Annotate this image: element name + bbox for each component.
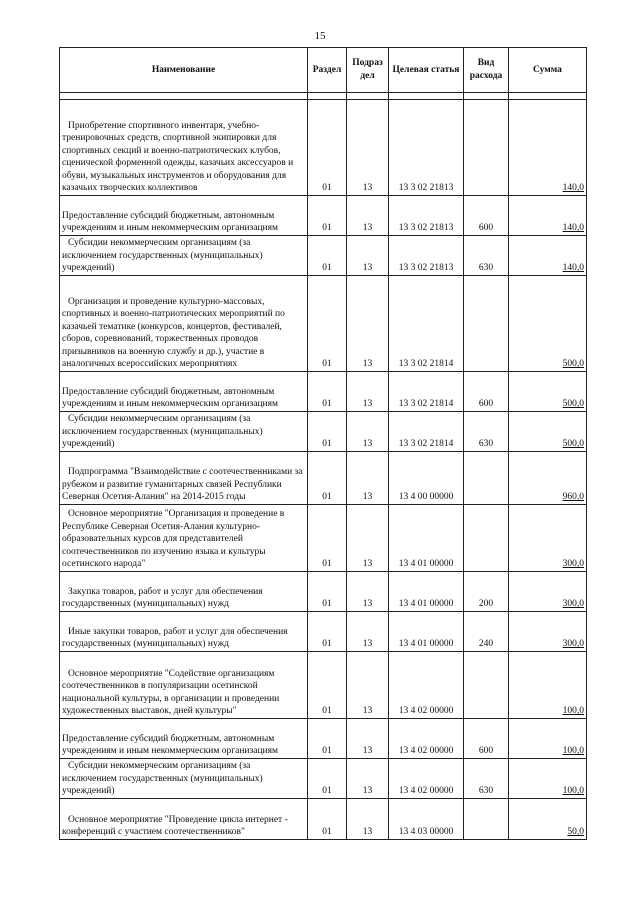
row-target: 13 4 01 00000 [389, 505, 464, 572]
table-row [60, 612, 587, 652]
row-expense-type: 600 [464, 196, 509, 236]
row-expense-type [464, 652, 509, 719]
table-row [60, 799, 587, 840]
row-amount: 500,0 [562, 399, 584, 410]
row-section: 01 [308, 759, 347, 799]
row-name: Субсидии некоммерческим организациям (за исключением государственных (муниципальных) учреждений) [60, 759, 308, 799]
row-name: Субсидии некоммерческим организациям (за исключением государственных (муниципальных) учреждений) [60, 412, 308, 452]
row-section: 01 [308, 719, 347, 759]
table-row [60, 236, 587, 276]
row-expense-type: 630 [464, 412, 509, 452]
row-name: Предоставление субсидий бюджетным, автономным учреждениям и иным некоммерческим организациям [60, 372, 308, 412]
row-subsection: 13 [347, 372, 389, 412]
row-target: 13 3 02 21814 [389, 276, 464, 372]
table-row [60, 719, 587, 759]
row-section: 01 [308, 276, 347, 372]
table-row [60, 505, 587, 572]
row-expense-type [464, 276, 509, 372]
row-name: Субсидии некоммерческим организациям (за исключением государственных (муниципальных) учреждений) [60, 236, 308, 276]
row-subsection: 13 [347, 236, 389, 276]
row-subsection: 13 [347, 100, 389, 196]
row-name: Основное мероприятие "Организация и проведение в Республике Северная Осетия-Алания культурно-образовательных курсов для представителей соотечественников по изучению языка и культуры осетинского народа" [60, 505, 308, 572]
row-subsection: 13 [347, 572, 389, 612]
row-subsection: 13 [347, 505, 389, 572]
row-amount: 140,0 [562, 183, 584, 194]
row-subsection: 13 [347, 452, 389, 505]
row-amount: 500,0 [562, 359, 584, 370]
row-amount: 300,0 [562, 559, 584, 570]
table-row [60, 196, 587, 236]
row-target: 13 3 02 21814 [389, 412, 464, 452]
row-expense-type: 600 [464, 719, 509, 759]
table-row [60, 412, 587, 452]
row-target: 13 4 02 00000 [389, 719, 464, 759]
table-row [60, 372, 587, 412]
header-subsection: Подраз дел [347, 48, 389, 93]
budget-table [59, 47, 587, 840]
row-section: 01 [308, 452, 347, 505]
row-subsection: 13 [347, 196, 389, 236]
row-name: Иные закупки товаров, работ и услуг для обеспечения государственных (муниципальных) нужд [60, 612, 308, 652]
row-section: 01 [308, 799, 347, 840]
row-expense-type [464, 100, 509, 196]
header-section: Раздел [308, 48, 347, 93]
header-name: Наименование [60, 48, 308, 93]
row-subsection: 13 [347, 799, 389, 840]
table-row [60, 276, 587, 372]
header-expense-type: Вид расхода [464, 48, 509, 93]
row-section: 01 [308, 412, 347, 452]
table-row [60, 759, 587, 799]
row-expense-type [464, 505, 509, 572]
row-subsection: 13 [347, 612, 389, 652]
row-section: 01 [308, 100, 347, 196]
row-section: 01 [308, 505, 347, 572]
row-amount: 140,0 [562, 263, 584, 274]
row-subsection: 13 [347, 652, 389, 719]
row-amount: 300,0 [562, 599, 584, 610]
row-target: 13 4 01 00000 [389, 572, 464, 612]
row-amount: 50,0 [567, 827, 584, 838]
row-target: 13 3 02 21814 [389, 372, 464, 412]
row-section: 01 [308, 196, 347, 236]
row-section: 01 [308, 612, 347, 652]
row-target: 13 3 02 21813 [389, 100, 464, 196]
row-name: Основное мероприятие "Содействие организациям соотечественников в популяризации осетинской национальной культуры, в организации и проведении художественных выставок, дней культуры" [60, 652, 308, 719]
row-name: Приобретение спортивного инвентаря, учебно-тренировочных средств, спортивной экипировки для спортивных секций и военно-патриотических клубов, сценической форменной одежды, казачьих аксессуаров и обуви, музыкальных инструментов и оборудования для казачьих творческих коллективов [60, 100, 308, 196]
table-spacer-row [60, 93, 587, 100]
row-target: 13 4 03 00000 [389, 799, 464, 840]
row-section: 01 [308, 236, 347, 276]
row-expense-type: 630 [464, 759, 509, 799]
row-expense-type [464, 799, 509, 840]
table-row [60, 100, 587, 196]
row-name: Организация и проведение культурно-массовых, спортивных и военно-патриотических мероприятий по казачьей тематике (конкурсов, концертов, фестивалей, сборов, соревнований, торжественных проводов призывников на военную службу и др.), участие в аналогичных всероссийских мероприятиях [60, 276, 308, 372]
table-row [60, 652, 587, 719]
row-amount: 100,0 [562, 746, 584, 757]
row-name: Подпрограмма "Взаимодействие с соотечественниками за рубежом и развитие гуманитарных связей Республики Северная Осетия-Алания" на 2014-2015 годы [60, 452, 308, 505]
row-name: Закупка товаров, работ и услуг для обеспечения государственных (муниципальных) нужд [60, 572, 308, 612]
row-amount: 100,0 [562, 706, 584, 717]
row-target: 13 4 02 00000 [389, 759, 464, 799]
page-number: 15 [314, 30, 326, 42]
row-amount: 300,0 [562, 639, 584, 650]
table-header-row [60, 48, 587, 93]
row-amount: 500,0 [562, 439, 584, 450]
row-amount: 140,0 [562, 223, 584, 234]
row-name: Предоставление субсидий бюджетным, автономным учреждениям и иным некоммерческим организациям [60, 196, 308, 236]
row-name: Предоставление субсидий бюджетным, автономным учреждениям и иным некоммерческим организациям [60, 719, 308, 759]
row-amount: 100,0 [562, 786, 584, 797]
row-subsection: 13 [347, 719, 389, 759]
row-expense-type: 240 [464, 612, 509, 652]
row-subsection: 13 [347, 412, 389, 452]
row-subsection: 13 [347, 759, 389, 799]
table-row [60, 572, 587, 612]
row-subsection: 13 [347, 276, 389, 372]
row-target: 13 4 02 00000 [389, 652, 464, 719]
row-expense-type: 200 [464, 572, 509, 612]
row-target: 13 3 02 21813 [389, 196, 464, 236]
row-name: Основное мероприятие "Проведение цикла интернет - конференций с участием соотечественников" [60, 799, 308, 840]
row-target: 13 3 02 21813 [389, 236, 464, 276]
row-section: 01 [308, 652, 347, 719]
row-section: 01 [308, 372, 347, 412]
row-expense-type: 600 [464, 372, 509, 412]
row-amount: 960,0 [562, 492, 584, 503]
header-amount: Сумма [509, 48, 587, 93]
row-target: 13 4 00 00000 [389, 452, 464, 505]
row-target: 13 4 01 00000 [389, 612, 464, 652]
table-row [60, 452, 587, 505]
header-target: Целевая статья [389, 48, 464, 93]
row-expense-type [464, 452, 509, 505]
row-expense-type: 630 [464, 236, 509, 276]
row-section: 01 [308, 572, 347, 612]
